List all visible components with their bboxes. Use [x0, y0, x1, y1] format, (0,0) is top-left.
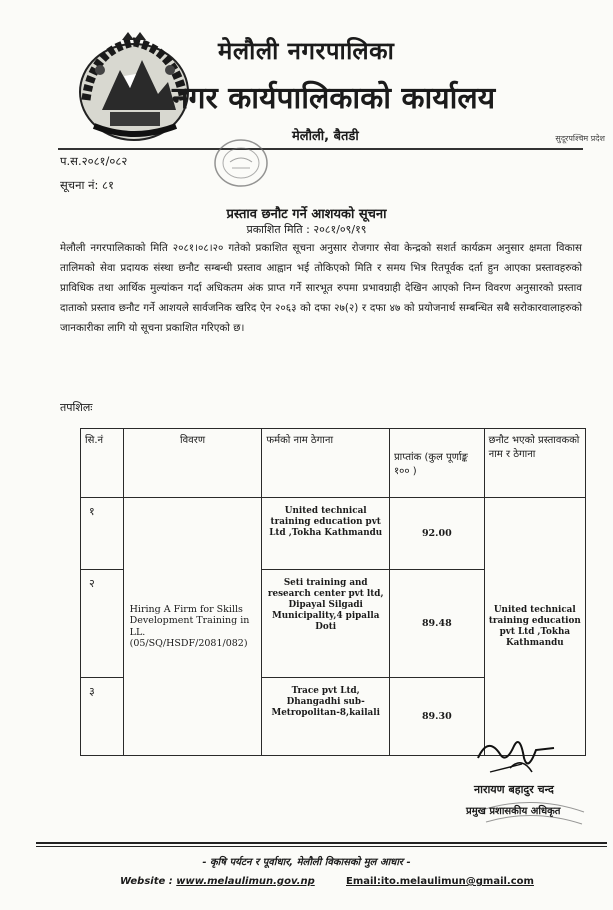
- reference-number: प.स.२०८१/०८२: [60, 154, 128, 168]
- header-divider: [58, 148, 583, 150]
- header-firm: फर्मको नाम ठेगाना: [262, 429, 390, 498]
- website-link[interactable]: www.melaulimun.gov.np: [176, 876, 315, 887]
- firm-score: 89.48: [389, 570, 484, 678]
- handwritten-signature: [470, 728, 560, 783]
- footer-email[interactable]: [346, 876, 534, 887]
- header-selected: छनौट भएको प्रस्तावकको नाम र ठेगाना: [484, 429, 585, 498]
- office-name: नगर कार्यपालिकाको कार्यालय: [172, 81, 496, 116]
- website-label: Website :: [120, 876, 177, 887]
- header-score: [389, 429, 484, 498]
- footer-divider-thin: [36, 846, 607, 847]
- org-name: मेलौली नगरपालिका: [218, 37, 395, 65]
- tender-description: Hiring A Firm for Skills Development Training in LL. (05/SQ/HSDF/2081/082): [123, 498, 262, 756]
- selected-firm: United technical training education pvt Ltd ,Tokha Kathmandu: [484, 498, 585, 756]
- table-row: [81, 498, 586, 570]
- notice-number: सूचना नं: ८१: [60, 178, 114, 192]
- firm-name: Trace pvt Ltd, Dhangadhi sub-Metropolitan-8,kailali: [262, 678, 390, 756]
- header-score-text: प्राप्तांक (कुल पूर्णाङ्क १०० ): [393, 452, 468, 477]
- row-sn: ३: [81, 678, 124, 756]
- province-label: सुदूरपश्चिम प्रदेश: [555, 134, 605, 143]
- firm-score: 89.30: [389, 678, 484, 756]
- row-sn: १: [81, 498, 124, 570]
- email-link[interactable]: Email:ito.melaulimun@gmail.com: [346, 876, 534, 887]
- firm-name: United technical training education pvt Ltd ,Tokha Kathmandu: [262, 498, 390, 570]
- firm-name: Seti training and research center pvt ltd, Dipayal Silgadi Municipality,4 pipalla Doti: [262, 570, 390, 678]
- table-header-row: [81, 429, 586, 498]
- signatory-name: नारायण बहादुर चन्द: [474, 783, 554, 796]
- footer-slogan: - कृषि पर्यटन र पूर्वाधार, मेलौली विकासको मुल आधार -: [202, 857, 411, 868]
- signatory-title: प्रमुख प्रशासकीय अधिकृत: [466, 806, 561, 817]
- details-label: तपशिलः: [60, 401, 93, 414]
- office-seal-stamp: [210, 134, 272, 192]
- notice-body: मेलौली नगरपालिकाको मिति २०८१।०८।२० गतेको प्रकाशित सूचना अनुसार रोजगार सेवा केन्द्रको सशर्त कार्यक्रम अनुसार क्षमता विकास तालिमको सेवा प्रदायक संस्था छनौट सम्बन्धी प्रस्ताव आह्वान भई तोकिएको मिति र समय भित्र रितपूर्वक दर्ता हुन आएका प्रस्तावहरुको प्राविधिक तथा आर्थिक मुल्यांकन गर्दा अधिकतम अंक प्राप्त गर्ने सारभूत रुपमा प्रभावग्राही देखिन आएको निम्न विवरण अनुसारको प्रस्ताव दाताको प्रस्ताव छनौट गर्ने आशयले सार्वजनिक खरिद ऐन २०६३ को दफा २७(२) र दफा ४७ को प्रयोजनार्थ सम्बन्धित सबै सरोकारवालाहरुको जानकारीका लागि यो सूचना प्रकाशित गरिएको छ।: [60, 242, 582, 334]
- row-sn: २: [81, 570, 124, 678]
- firm-score: 92.00: [389, 498, 484, 570]
- published-date: प्रकाशित मिति : २०८१/०९/१९: [246, 223, 367, 236]
- notice-title: प्रस्ताव छनौट गर्ने आशयको सूचना: [226, 207, 387, 222]
- footer-divider: [36, 842, 607, 844]
- footer-website: [120, 876, 315, 887]
- header-description: विवरण: [123, 429, 262, 498]
- address: मेलौली, बैतडी: [292, 129, 359, 144]
- evaluation-table: [80, 428, 586, 756]
- header-sn: सि.नं: [81, 429, 124, 498]
